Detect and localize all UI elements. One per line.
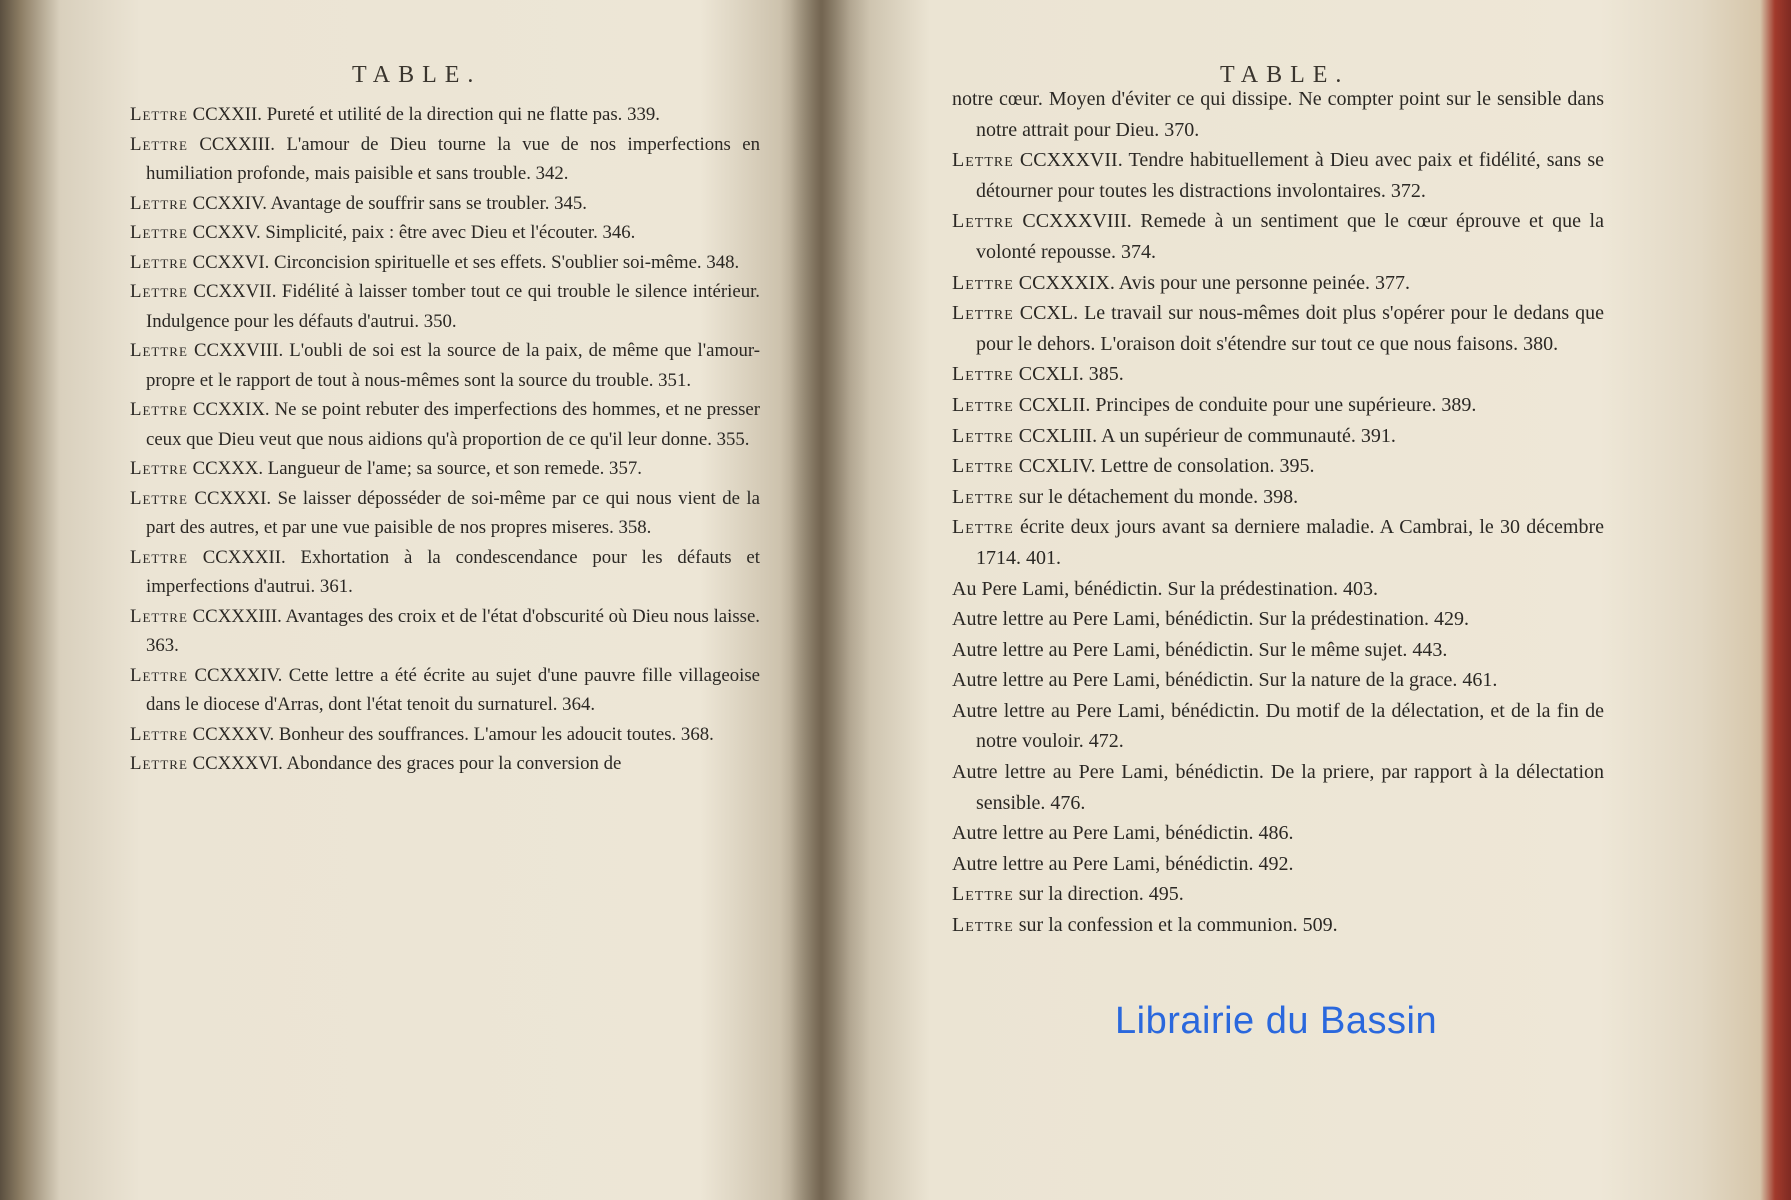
table-entry xyxy=(130,277,760,336)
entry-text: CCXXV. Simplicité, paix : être avec Dieu et l'écouter. 346. xyxy=(187,222,636,243)
entry-label: Lettre xyxy=(952,210,1014,233)
entry-label: Lettre xyxy=(130,723,188,745)
left-table-entries xyxy=(130,100,760,779)
entry-text: CCXXVI. Circoncision spirituelle et ses effets. S'oublier soi-même. 348. xyxy=(187,251,740,273)
entry-label: Lettre xyxy=(952,424,1014,447)
table-entry xyxy=(130,543,760,602)
table-entry xyxy=(952,268,1604,299)
entry-label: Lettre xyxy=(952,363,1014,386)
entry-text: sur le détachement du monde. 398. xyxy=(1013,485,1299,508)
entry-text: CCXXX. Langueur de l'ame; sa source, et son remede. 357. xyxy=(187,458,642,479)
table-entry xyxy=(952,482,1604,513)
table-entry xyxy=(952,451,1604,482)
table-entry xyxy=(952,879,1604,910)
table-entry xyxy=(130,100,760,130)
table-entry xyxy=(952,390,1604,421)
table-entry xyxy=(952,206,1604,267)
table-entry xyxy=(130,661,760,720)
left-running-title: TABLE. xyxy=(352,62,482,88)
entry-text: CCXXXI. Se laisser déposséder de soi-même par ce qui nous vient de la part des autres, et par une vue paisible de nos propres miseres. 358. xyxy=(146,487,760,538)
entry-label: Lettre xyxy=(952,914,1014,937)
entry-label: Lettre xyxy=(952,149,1014,172)
table-entry xyxy=(952,421,1604,452)
entry-text: CCXXXIX. Avis pour une personne peinée. 377. xyxy=(1013,271,1410,294)
entry-text: CCXXIII. L'amour de Dieu tourne la vue de nos imperfections en humiliation profonde, mais paisible et sans trouble. 342. xyxy=(146,133,760,184)
entry-text: CCXXXIII. Avantages des croix et de l'état d'obscurité où Dieu nous laisse. 363. xyxy=(146,605,760,656)
entry-text: CCXXXV. Bonheur des souffrances. L'amour les adoucit toutes. 368. xyxy=(187,723,714,745)
entry-text: CCXXII. Pureté et utilité de la direction qui ne flatte pas. 339. xyxy=(187,104,660,125)
entry-text: Autre lettre au Pere Lami, bénédictin. 486. xyxy=(952,822,1294,845)
table-entry xyxy=(952,512,1604,573)
entry-label: Lettre xyxy=(952,271,1014,294)
entry-label: Lettre xyxy=(130,487,188,509)
entry-label: Lettre xyxy=(130,605,188,627)
right-table-entries xyxy=(952,84,1604,941)
right-running-title: TABLE. xyxy=(1220,62,1350,88)
table-entry xyxy=(952,574,1604,605)
entry-text: écrite deux jours avant sa derniere maladie. A Cambrai, le 30 décembre 1714. 401. xyxy=(976,516,1604,569)
entry-text: Autre lettre au Pere Lami, bénédictin. Sur la prédestination. 429. xyxy=(952,608,1470,631)
left-page xyxy=(60,0,760,1200)
table-entry xyxy=(952,298,1604,359)
entry-text: sur la direction. 495. xyxy=(1013,883,1184,906)
entry-text: Autre lettre au Pere Lami, bénédictin. 492. xyxy=(952,852,1294,875)
entry-text: CCXLIII. A un supérieur de communauté. 391. xyxy=(1013,424,1396,447)
entry-label: Lettre xyxy=(130,546,188,568)
table-entry xyxy=(952,359,1604,390)
entry-label: Lettre xyxy=(130,192,188,214)
entry-text: CCXXXVI. Abondance des graces pour la conversion de xyxy=(187,753,622,774)
entry-text: CCXLI. 385. xyxy=(1013,363,1124,386)
entry-label: Lettre xyxy=(952,393,1014,416)
table-entry xyxy=(130,484,760,543)
entry-label: Lettre xyxy=(952,455,1014,478)
entry-label: Lettre xyxy=(952,485,1014,508)
entry-label: Lettre xyxy=(130,340,188,361)
table-entry xyxy=(952,604,1604,635)
entry-label: Lettre xyxy=(130,399,188,420)
entry-text: Autre lettre au Pere Lami, bénédictin. Sur la nature de la grace. 461. xyxy=(952,669,1498,692)
entry-text: CCXXVII. Fidélité à laisser tomber tout ce qui trouble le silence intérieur. Indulgence pour les défauts d'autrui. 350. xyxy=(146,281,760,332)
entry-label: Lettre xyxy=(130,458,188,479)
entry-text: CCXXIV. Avantage de souffrir sans se troubler. 345. xyxy=(187,192,587,214)
table-entry xyxy=(130,336,760,395)
table-entry xyxy=(130,130,760,189)
entry-text: Au Pere Lami, bénédictin. Sur la prédestination. 403. xyxy=(952,577,1379,600)
table-entry xyxy=(952,635,1604,666)
entry-text: sur la confession et la communion. 509. xyxy=(1013,914,1338,937)
entry-label: Lettre xyxy=(952,302,1014,325)
entry-text: CCXLII. Principes de conduite pour une supérieure. 389. xyxy=(1013,393,1477,416)
entry-text: CCXXXIV. Cette lettre a été écrite au sujet d'une pauvre fille villageoise dans le diocese d'Arras, dont l'état tenoit du surnaturel. 364. xyxy=(146,664,760,715)
table-entry xyxy=(130,602,760,661)
entry-label: Lettre xyxy=(952,883,1014,906)
entry-text: CCXXXVIII. Remede à un sentiment que le cœur éprouve et que la volonté repousse. 374. xyxy=(976,210,1604,263)
watermark: Librairie du Bassin xyxy=(1115,1000,1438,1042)
entry-text: CCXLIV. Lettre de consolation. 395. xyxy=(1013,455,1315,478)
entry-text: Autre lettre au Pere Lami, bénédictin. Sur le même sujet. 443. xyxy=(952,638,1448,661)
entry-label: Lettre xyxy=(130,133,188,155)
entry-text: notre cœur. Moyen d'éviter ce qui dissipe. Ne compter point sur le sensible dans notre attrait pour Dieu. 370. xyxy=(952,88,1604,141)
entry-label: Lettre xyxy=(130,104,188,125)
entry-text: Autre lettre au Pere Lami, bénédictin. De la priere, par rapport à la délectation sensible. 476. xyxy=(952,761,1604,814)
entry-label: Lettre xyxy=(130,251,188,273)
entry-text: Autre lettre au Pere Lami, bénédictin. Du motif de la délectation, et de la fin de notre vouloir. 472. xyxy=(952,699,1604,753)
entry-text: CCXXXII. Exhortation à la condescendance pour les défauts et imperfections d'autrui. 361. xyxy=(146,546,760,597)
table-entry xyxy=(130,720,760,750)
table-entry xyxy=(130,248,760,278)
table-entry xyxy=(952,696,1604,757)
entry-text: CCXXXVII. Tendre habituellement à Dieu avec paix et fidélité, sans se détourner pour toutes les distractions involontaires. 372. xyxy=(976,149,1604,202)
table-entry xyxy=(952,145,1604,206)
book-gutter xyxy=(780,0,870,1200)
entry-text: CCXL. Le travail sur nous-mêmes doit plus s'opérer pour le dedans que pour le dehors. L'oraison doit s'étendre sur tout ce que nous faisons. 380. xyxy=(976,302,1604,355)
table-entry xyxy=(130,189,760,219)
table-entry xyxy=(130,749,760,779)
table-entry xyxy=(952,84,1604,145)
entry-label: Lettre xyxy=(952,516,1014,539)
table-entry xyxy=(952,757,1604,818)
entry-text: CCXXVIII. L'oubli de soi est la source de la paix, de même que l'amour-propre et le rapport de tout à nous-mêmes sont la source du trouble. 351. xyxy=(146,340,760,391)
table-entry xyxy=(130,218,760,248)
entry-label: Lettre xyxy=(130,753,188,774)
entry-label: Lettre xyxy=(130,664,188,686)
entry-label: Lettre xyxy=(130,281,188,302)
table-entry xyxy=(130,395,760,454)
table-entry xyxy=(952,665,1604,696)
entry-label: Lettre xyxy=(130,222,188,243)
table-entry xyxy=(952,910,1604,941)
entry-text: CCXXIX. Ne se point rebuter des imperfections des hommes, et ne presser ceux que Dieu veut que nous aidions qu'à proportion de ce qu'il leur donne. 355. xyxy=(146,399,760,450)
table-entry xyxy=(952,818,1604,849)
table-entry xyxy=(130,454,760,484)
table-entry xyxy=(952,849,1604,880)
